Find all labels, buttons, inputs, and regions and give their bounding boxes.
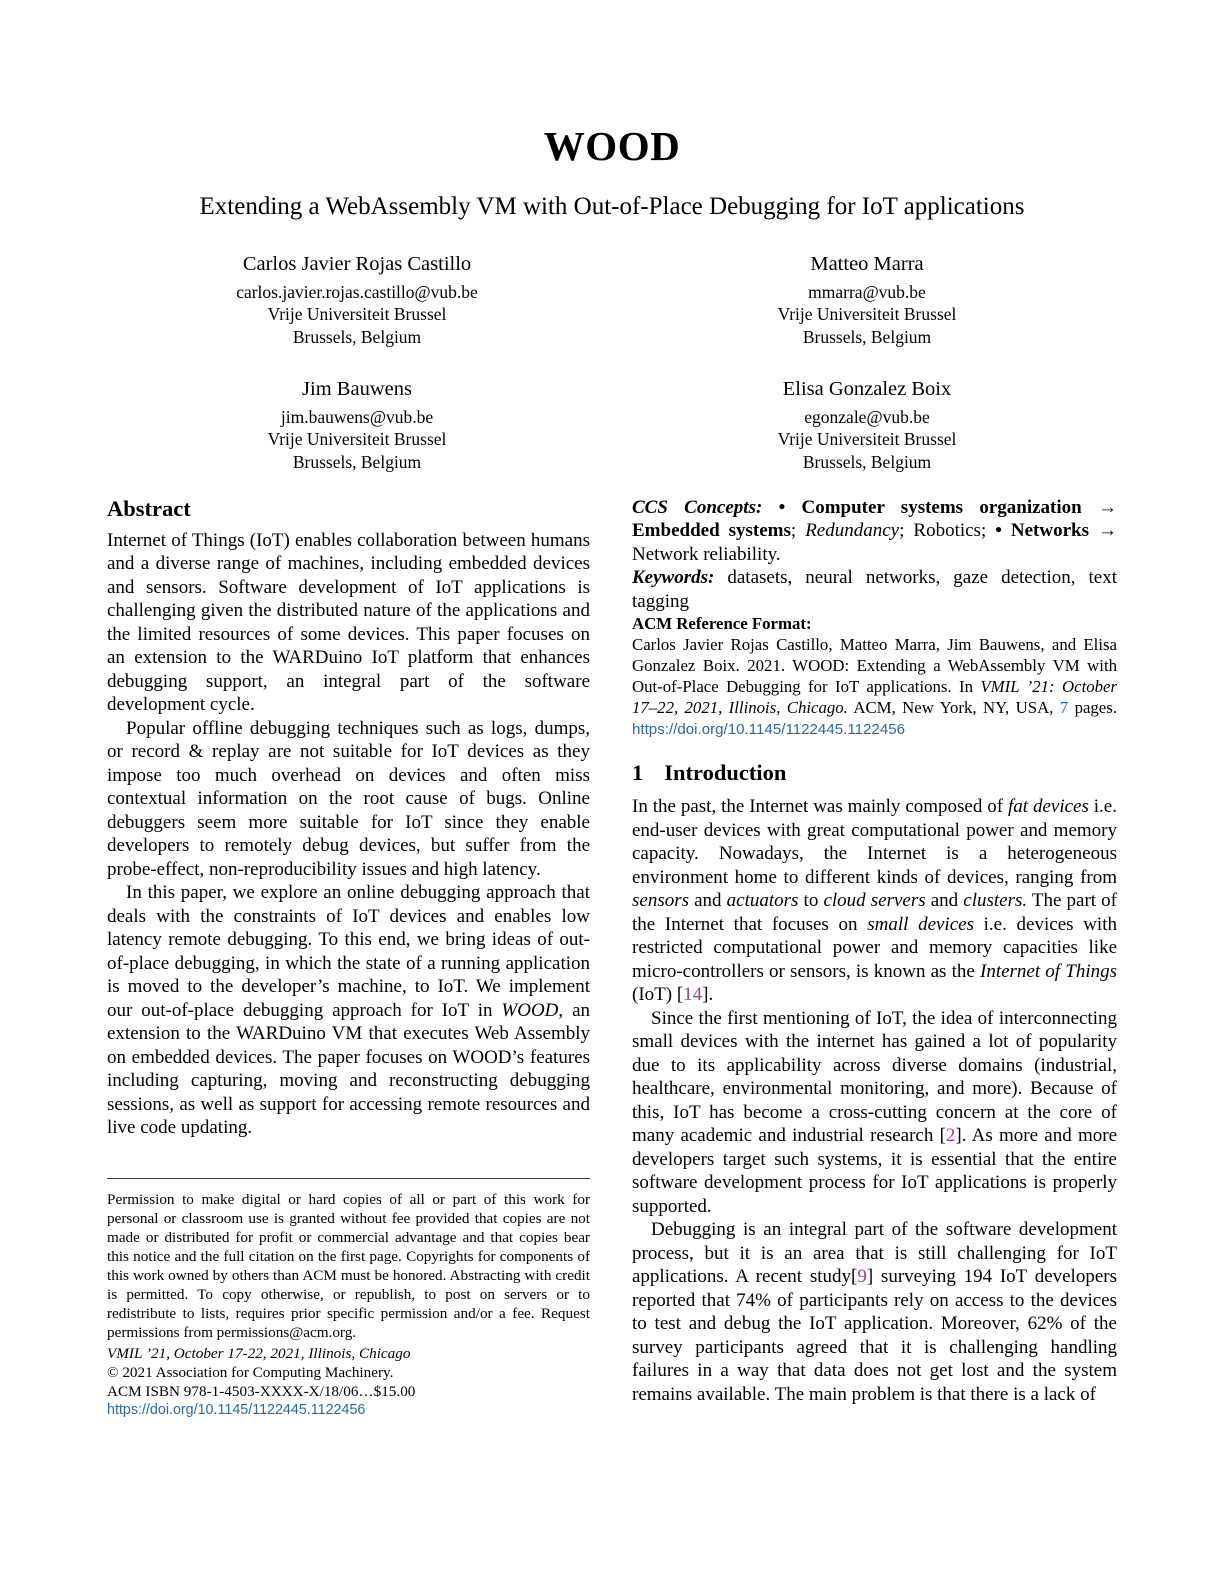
paper-title: WOOD: [543, 123, 681, 169]
abstract-heading: Abstract: [107, 495, 191, 521]
intro-paragraph: Debugging is an integral part of the software development process, but it is an area that is still challenging for IoT applications. A recent study[9] surveying 194 IoT developers reported that 74% of participants rely on access to the devices to test and debug the IoT application. Moreover, 62% of the survey participants agreed that it is challenging handling failures in a way that data does not get lost and the system remains available. The main problem is that there is a lack of: [632, 1219, 1117, 1405]
doi-link[interactable]: https://doi.org/10.1145/1122445.1122456: [107, 1402, 366, 1418]
abstract-paragraph: Popular offline debugging techniques such as logs, dumps, or record & replay are not suitable for IoT devices as they impose too much overhead on devices and often miss contextual information on the root cause of bugs. Online debuggers seem more suitable for IoT since they enable developers to remotely debug devices, but suffer from the probe-effect, non-reproducibility issues and high latency.: [107, 717, 590, 880]
author-city: Brussels, Belgium: [802, 452, 932, 473]
author-email: carlos.javier.rojas.castillo@vub.be: [236, 281, 478, 302]
author-affiliation: Vrije Universiteit Brussel: [777, 304, 957, 325]
acm-reference-heading: ACM Reference Format:: [632, 614, 812, 634]
citation-ref[interactable]: 14: [683, 984, 703, 1006]
author-block: [102, 376, 612, 474]
doi-link[interactable]: 7: [1059, 698, 1069, 718]
acm-reference-format: [632, 613, 1117, 740]
author-affiliation: Vrije Universiteit Brussel: [267, 304, 447, 325]
citation-ref[interactable]: 2: [945, 1125, 956, 1147]
author-email: jim.bauwens@vub.be: [280, 406, 434, 427]
authors-grid: [102, 251, 1122, 474]
author-affiliation: Vrije Universiteit Brussel: [777, 429, 957, 450]
paper-subtitle: Extending a WebAssembly VM with Out-of-Place Debugging for IoT applications: [199, 193, 1025, 221]
author-email: egonzale@vub.be: [804, 406, 930, 427]
title-block: [0, 0, 1224, 221]
abstract-paragraph: In this paper, we explore an online debugging approach that deals with the constraints of IoT devices and enables low latency remote debugging. To this end, we bring ideas of out-of-place debugging, in which the state of a running application is moved to the developer’s machine, to IoT. We implement our out-of-place debugging approach for IoT in WOOD, an extension to the WARDuino VM that executes Web Assembly on embedded devices. The paper focuses on WOOD’s features including capturing, moving and reconstructing debugging sessions, as well as support for accessing remote resources and live code updating.: [107, 882, 590, 1139]
doi-link[interactable]: https://doi.org/10.1145/1122445.1122456: [632, 721, 906, 739]
author-name: Matteo Marra: [810, 253, 924, 276]
section-number: 1: [632, 760, 644, 786]
author-block: [612, 376, 1122, 474]
acm-reference-text: Carlos Javier Rojas Castillo, Matteo Marra, Jim Bauwens, and Elisa Gonzalez Boix. 2021. WOOD: Extending a WebAssembly VM with Out-of-Place Debugging for IoT applications. In VMIL ’21: October 17–22, 2021, Illinois, Chicago. ACM, New York, NY, USA, 7 pages. https://doi.org/10.1145/1122445.1122456: [632, 635, 1118, 739]
isbn-line: ACM ISBN 978-1-4503-XXXX-X/18/06…$15.00: [107, 1383, 416, 1400]
author-block: [102, 251, 612, 349]
keywords: Keywords: datasets, neural networks, gaze detection, text tagging: [632, 567, 1118, 612]
author-city: Brussels, Belgium: [292, 452, 422, 473]
author-name: Carlos Javier Rojas Castillo: [242, 253, 472, 276]
intro-paragraph: Since the first mentioning of IoT, the idea of interconnecting small devices with the internet has gained a lot of popularity due to its applicability across diverse domains (industrial, healthcare, environmental monitoring, and more). Because of this, IoT has become a cross-cutting concern at the core of many academic and industrial research [2]. As more and more developers target such systems, it is essential that the entire software development process for IoT applications is properly supported.: [632, 1007, 1118, 1217]
author-city: Brussels, Belgium: [802, 327, 932, 348]
copyright-line: © 2021 Association for Computing Machinery.: [107, 1364, 394, 1381]
section-heading-introduction: [632, 760, 1117, 786]
author-city: Brussels, Belgium: [292, 327, 422, 348]
author-block: [612, 251, 1122, 349]
citation-ref[interactable]: 9: [857, 1266, 867, 1288]
author-email: mmarra@vub.be: [808, 281, 926, 302]
intro-paragraph: In the past, the Internet was mainly composed of fat devices i.e. end-user devices with great computational power and memory capacity. Nowadays, the Internet is a heterogeneous environment home to different kinds of devices, ranging from sensors and actuators to cloud servers and clusters. The part of the Internet that focuses on small devices i.e. devices with restricted computational power and memory capacities like micro-controllers or sensors, is known as the Internet of Things (IoT) [14].: [632, 796, 1118, 1006]
permission-text: Permission to make digital or hard copies of all or part of this work for personal or classroom use is granted without fee provided that copies are not made or distributed for profit or commercial advantage and that copies bear this notice and the full citation on the first page. Copyrights for components of this work owned by others than ACM must be honored. Abstracting with credit is permitted. To copy otherwise, or republish, to post on servers or to redistribute to lists, requires prior specific permission and/or a fee. Request permissions from permissions@acm.org.: [107, 1191, 590, 1341]
author-affiliation: Vrije Universiteit Brussel: [267, 429, 447, 450]
venue-line: VMIL ’21, October 17-22, 2021, Illinois, Chicago: [107, 1345, 411, 1362]
author-name: Jim Bauwens: [302, 377, 412, 400]
section-title: Introduction: [664, 760, 787, 786]
copyright-footnote: [107, 1178, 590, 1420]
abstract-paragraph: Internet of Things (IoT) enables collaboration between humans and a diverse range of machines, including embedded devices and sensors. Software development of IoT applications is challenging given the distributed nature of the applications and the limited resources of some devices. This paper focuses on an extension to the WARDuino IoT platform that enhances debugging support, an integral part of the software development cycle.: [107, 529, 590, 716]
author-name: Elisa Gonzalez Boix: [782, 377, 952, 400]
right-column: [632, 496, 1117, 1407]
ccs-concepts: CCS Concepts: • Computer systems organization → Embedded systems; Redundancy; Robotics; • Networks → Network reliability.: [632, 496, 1118, 565]
